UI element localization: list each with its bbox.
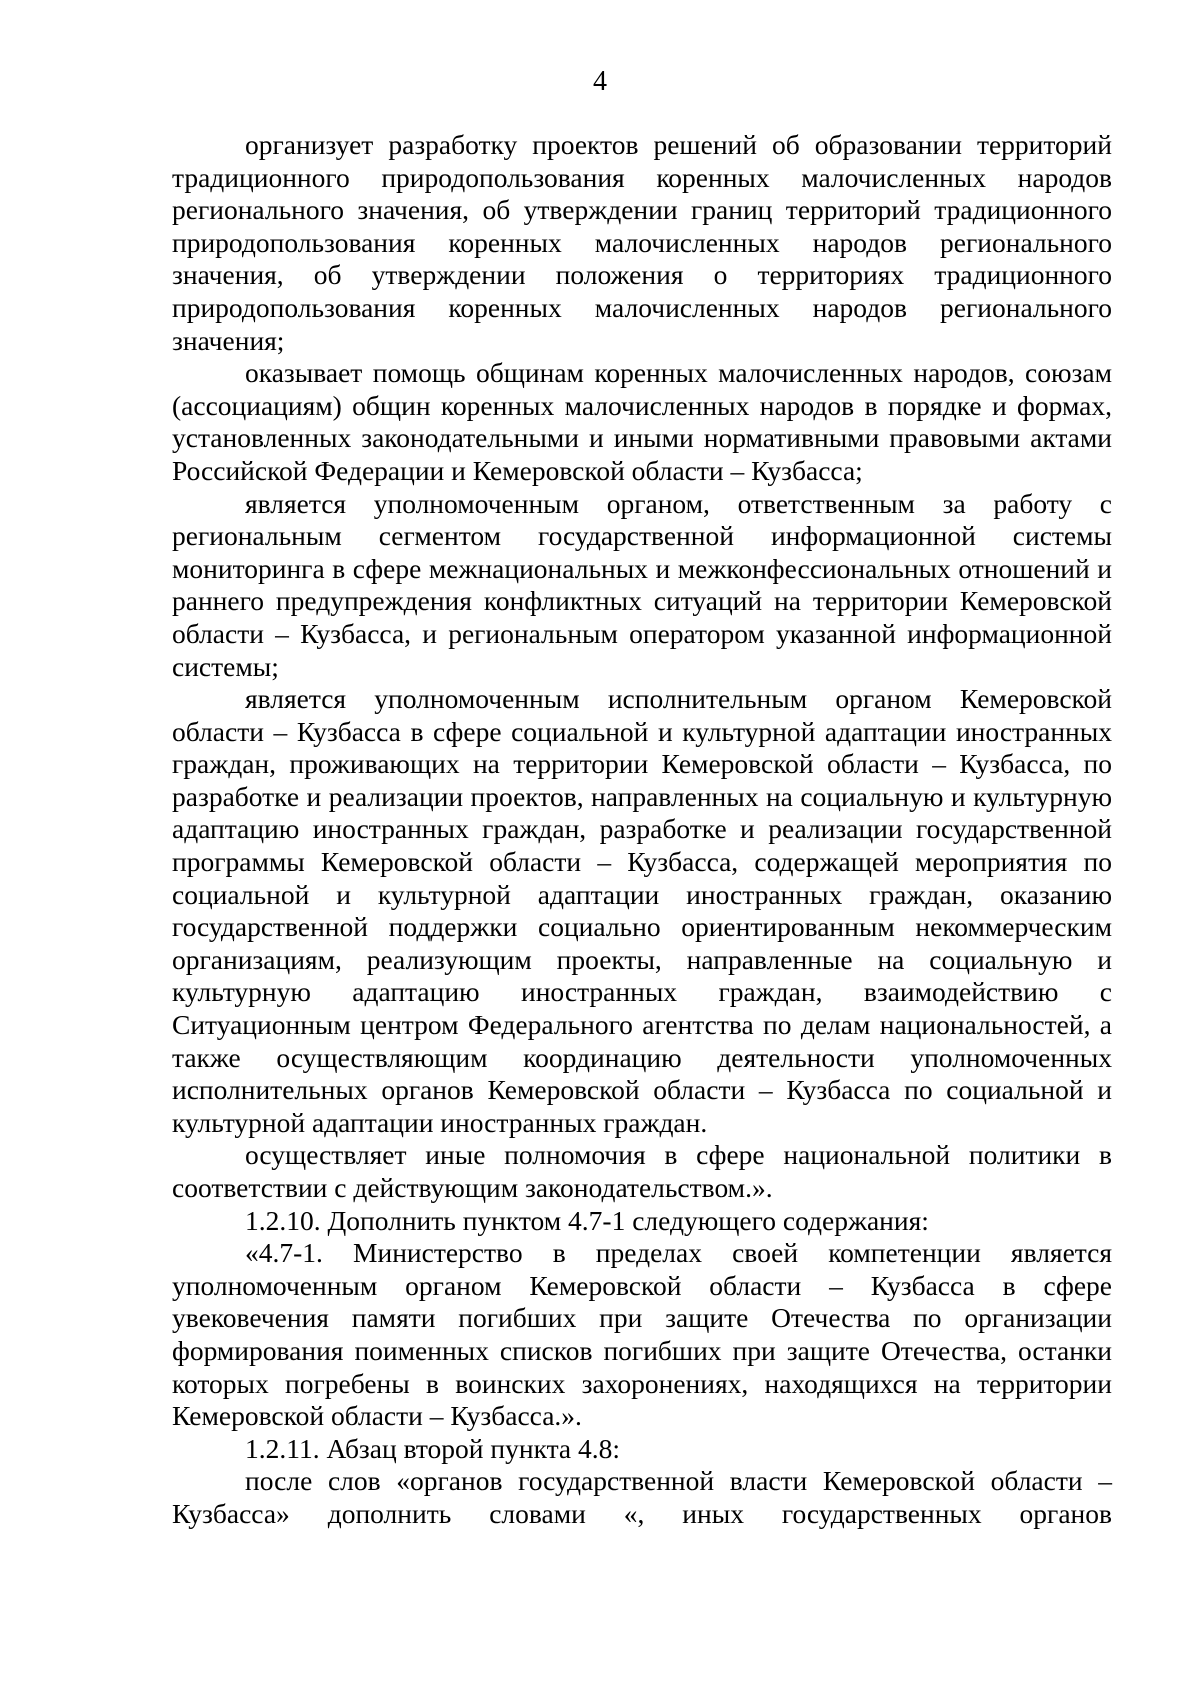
document-body bbox=[172, 129, 1112, 1531]
paragraph-foreign-citizens-adaptation: является уполномоченным исполнительным органом Кемеровской области – Кузбасса в сфере социальной и культурной адаптации иностранных граждан, проживающих на территории Кемеровской области – Кузбасса, по разработке и реализации проектов, направленных на социальную и культурную адаптацию иностранных граждан, разработке и реализации государственной программы Кемеровской области – Кузбасса, содержащей мероприятия по социальной и культурной адаптации иностранных граждан, оказанию государственной поддержки социально ориентированным некоммерческим организациям, реализующим проекты, направленные на социальную и культурную адаптацию иностранных граждан, взаимодействию с Ситуационным центром Федерального агентства по делам национальностей, а также осуществляющим координацию деятельности уполномоченных исполнительных органов Кемеровской области – Кузбасса по социальной и культурной адаптации иностранных граждан. bbox=[172, 683, 1112, 1138]
paragraph-communities-help: оказывает помощь общинам коренных малочисленных народов, союзам (ассоциациям) общин коренных малочисленных народов в порядке и формах, установленных законодательными и иными нормативными правовыми актами Российской Федерации и Кемеровской области – Кузбасса; bbox=[172, 357, 1112, 486]
paragraph-clause-1-2-11: 1.2.11. Абзац второй пункта 4.8: bbox=[245, 1432, 621, 1464]
paragraph-clause-1-2-10: 1.2.10. Дополнить пунктом 4.7-1 следующего содержания: bbox=[245, 1204, 929, 1236]
paragraph-monitoring-system: является уполномоченным органом, ответственным за работу с региональным сегментом государственной информационной системы мониторинга в сфере межнациональных и межконфессиональных отношений и раннего предупреждения конфликтных ситуаций на территории Кемеровской области – Кузбасса, и региональным оператором указанной информационной системы; bbox=[172, 487, 1112, 682]
page-number: 4 bbox=[593, 66, 607, 97]
paragraph-other-powers: осуществляет иные полномочия в сфере национальной политики в соответствии с действующим законодательством.». bbox=[172, 1139, 1112, 1203]
paragraph-clause-4-7-1: «4.7-1. Министерство в пределах своей компетенции является уполномоченным органом Кемеровской области – Кузбасса в сфере увековечения памяти погибших при защите Отечества по организации формирования поименных списков погибших при защите Отечества, останки которых погребены в воинских захоронениях, находящихся на территории Кемеровской области – Кузбасса.». bbox=[172, 1237, 1112, 1432]
paragraph-territories: организует разработку проектов решений об образовании территорий традиционного природопользования коренных малочисленных народов регионального значения, об утверждении границ территорий традиционного природопользования коренных малочисленных народов регионального значения, об утверждении положения о территориях традиционного природопользования коренных малочисленных народов регионального значения; bbox=[172, 129, 1112, 356]
paragraph-amendment-words: после слов «органов государственной власти Кемеровской области – Кузбасса» дополнить словами «, иных государственных органов bbox=[172, 1465, 1112, 1529]
